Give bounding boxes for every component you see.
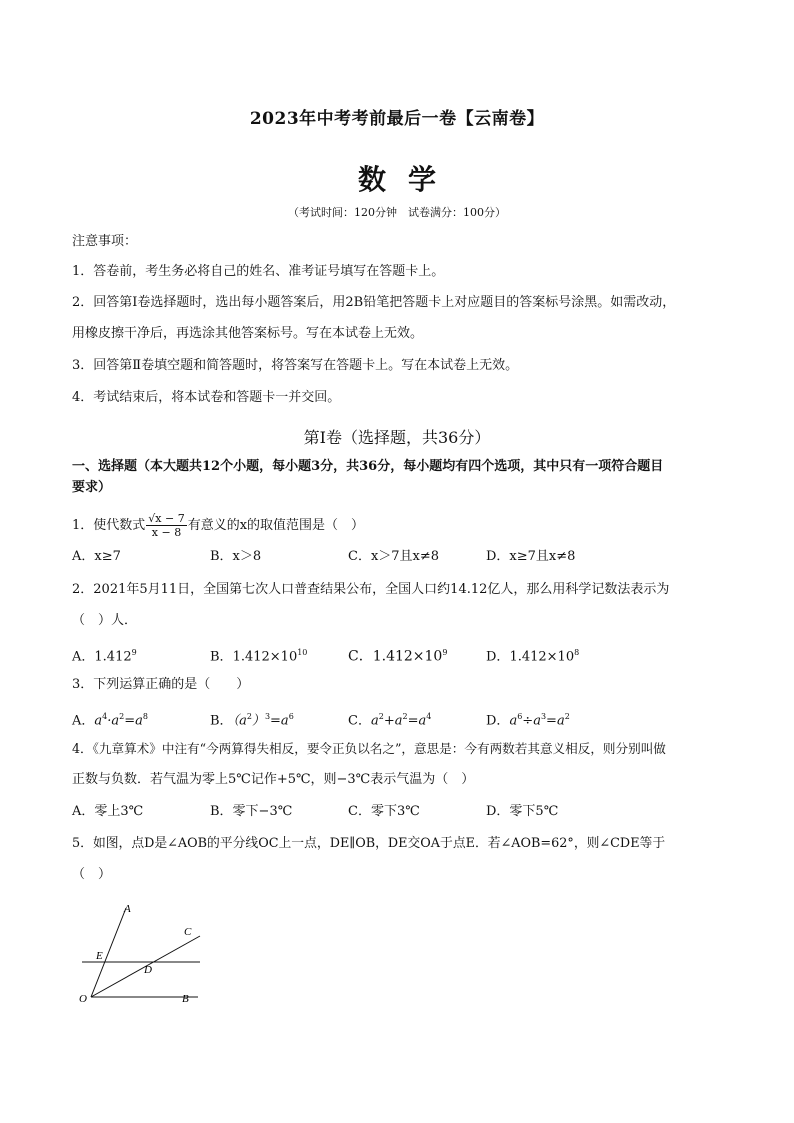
q3-option-b <box>210 708 294 730</box>
q1-option-b: B．x＞8 <box>210 549 262 564</box>
q3c-post: =a <box>407 713 427 729</box>
q3d-label: D． <box>486 713 510 729</box>
q1-frac-den: x − 8 <box>151 526 182 539</box>
q3b-label: B． <box>210 713 233 729</box>
q1-option-d: D．x≥7且x≠8 <box>486 549 576 564</box>
section-title: 第Ⅰ卷（选择题，共36分） <box>303 428 491 447</box>
q3a-post: =a <box>124 713 143 729</box>
q2d-exp: 8 <box>574 648 580 657</box>
notice-item-2-cont: 用橡皮擦干净后，再选涂其他答案标号。写在本试卷上无效。 <box>72 326 424 341</box>
q1-frac-num: √x − 7 <box>148 512 185 525</box>
q1-option-a: A．x≥7 <box>72 549 121 564</box>
q3b-mid: ） <box>251 713 265 729</box>
q3d-e2: 3 <box>540 712 547 721</box>
q3c-mid: +a <box>383 713 403 729</box>
q3a-label: A． <box>72 713 95 729</box>
question-3-stem: 3．下列运算正确的是（ ） <box>72 677 250 692</box>
q2c-base: 1.412×10 <box>372 648 443 665</box>
q3d-e3: 2 <box>564 712 570 721</box>
label-d: D <box>144 964 152 976</box>
q3a-e1: 4 <box>102 712 108 721</box>
q2-option-d <box>486 644 579 666</box>
question-5-line1: 5．如图，点D是∠AOB的平分线OC上一点，DE∥OB，DE交OA于点E．若∠AOB=62°，则∠CDE等于 <box>72 836 666 851</box>
q3d-e1: 6 <box>517 712 523 721</box>
question-1-stem <box>72 512 732 539</box>
q3c-e1: 2 <box>378 712 384 721</box>
q3c-e3: 4 <box>426 712 432 721</box>
q3d-mid: ÷a <box>522 713 541 729</box>
q1-pre: 1．使代数式 <box>72 518 146 533</box>
q3b-e2: 3 <box>264 712 271 721</box>
q3b-e1: 2 <box>246 712 252 721</box>
q3d-post: =a <box>546 713 565 729</box>
question-2-line1: 2．2021年5月11日，全国第七次人口普查结果公布，全国人口约14.12亿人，那么用科学记数法表示为 <box>72 582 670 597</box>
q2c-exp: 9 <box>442 648 448 657</box>
q2-option-c <box>348 644 447 666</box>
q3b-pre: （a <box>232 713 247 729</box>
label-e: E <box>96 950 103 962</box>
q2b-label: B． <box>210 649 233 665</box>
q2b-base: 1.412×10 <box>232 649 298 665</box>
q2d-base: 1.412×10 <box>509 649 575 665</box>
q2a-base: 1.412 <box>94 649 132 665</box>
notice-item-1: 1．答卷前，考生务必将自己的姓名、准考证号填写在答题卡上。 <box>72 264 445 279</box>
q3-option-d <box>486 708 570 730</box>
q1-post: 有意义的x的取值范围是（ ） <box>187 518 365 533</box>
q3c-pre: a <box>370 713 379 729</box>
question-4-line1: 4．《九章算术》中注有“今两算得失相反，要令正负以名之”，意思是：今有两数若其意义相反，则分别叫做 <box>72 741 666 756</box>
q2d-label: D． <box>486 649 510 665</box>
exam-info: （考试时间：120分钟 试卷满分：100分） <box>288 206 506 219</box>
label-c: C <box>184 926 192 938</box>
notice-heading: 注意事项： <box>72 234 138 249</box>
notice-item-2: 2．回答第Ⅰ卷选择题时，选出每小题答案后，用2B铅笔把答题卡上对应题目的答案标号涂黑。如需改动， <box>72 295 676 310</box>
q3-option-a <box>72 708 148 730</box>
q2-option-b <box>210 644 307 666</box>
question-2-line2: （ ）人． <box>72 613 138 628</box>
q1-option-c: C．x＞7且x≠8 <box>348 549 440 564</box>
q3a-e2: 2 <box>119 712 125 721</box>
q3a-e3: 8 <box>142 712 148 721</box>
label-o: O <box>79 993 87 1005</box>
q3a-pre: a <box>94 713 103 729</box>
subject-title: 数学 <box>357 163 458 196</box>
section-heading-line2: 要求） <box>72 480 112 495</box>
q3c-label: C． <box>348 713 371 729</box>
q4-option-a: A．零上3℃ <box>72 804 144 819</box>
label-a: A <box>124 903 131 915</box>
q2a-label: A． <box>72 649 95 665</box>
geometry-figure <box>76 898 206 1010</box>
question-4-line2: 正数与负数．若气温为零上5℃记作+5℃，则−3℃表示气温为（ ） <box>72 772 475 787</box>
section-heading-line1: 一、选择题（本大题共12个小题，每小题3分，共36分，每小题均有四个选项，其中只有一项符合题目 <box>72 459 664 474</box>
q3b-post: =a <box>270 713 289 729</box>
q4-option-c: C．零下3℃ <box>348 804 420 819</box>
q2a-exp: 9 <box>131 648 137 657</box>
q3a-mid: ·a <box>107 713 120 729</box>
q3-option-c <box>348 708 431 730</box>
q2-option-a <box>72 644 137 666</box>
q2b-exp: 10 <box>297 648 308 657</box>
q1-fraction <box>146 512 186 539</box>
question-5-line2: （ ） <box>72 867 112 882</box>
notice-item-4: 4．考试结束后，将本试卷和答题卡一并交回。 <box>72 390 341 405</box>
notice-item-3: 3．回答第Ⅱ卷填空题和简答题时，将答案写在答题卡上。写在本试卷上无效。 <box>72 358 519 373</box>
q2c-label: C． <box>348 648 373 665</box>
q3c-e2: 2 <box>402 712 408 721</box>
q3b-e3: 6 <box>288 712 294 721</box>
q4-option-d: D．零下5℃ <box>486 804 559 819</box>
q4-option-b: B．零下−3℃ <box>210 804 293 819</box>
q3d-pre: a <box>509 713 518 729</box>
label-b: B <box>182 993 189 1005</box>
exam-title: 2023年中考考前最后一卷【云南卷】 <box>249 109 545 129</box>
